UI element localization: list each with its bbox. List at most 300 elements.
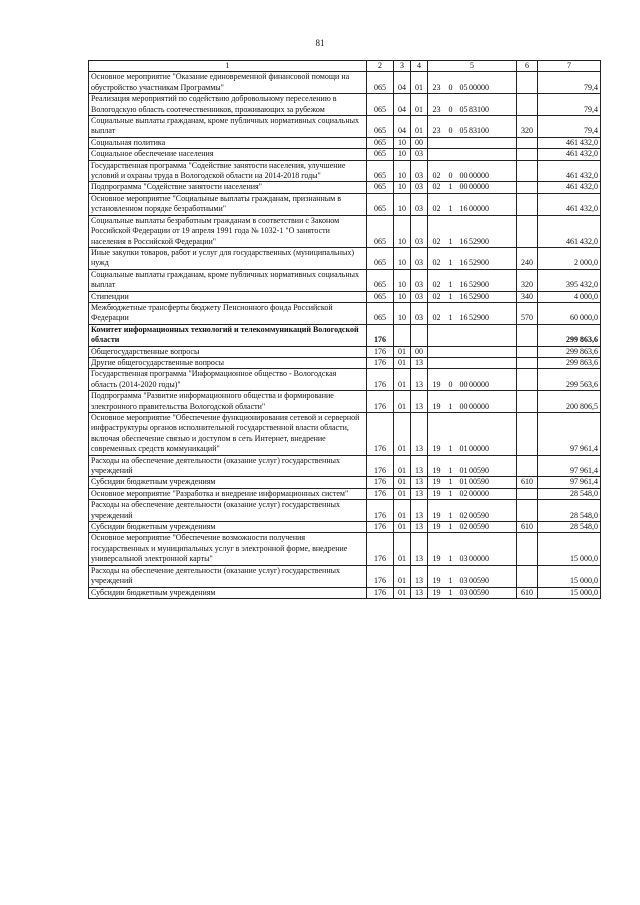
row-vr bbox=[517, 160, 538, 182]
table-row bbox=[89, 533, 601, 565]
row-csr-part: 52900 bbox=[469, 236, 489, 246]
row-csr bbox=[428, 357, 517, 368]
row-csr-part: 00000 bbox=[469, 379, 489, 389]
row-amount: 461 432,0 bbox=[538, 182, 601, 193]
row-amount: 299 863,6 bbox=[538, 357, 601, 368]
row-csr-part: 02 bbox=[432, 182, 441, 192]
row-ved: 065 bbox=[367, 94, 394, 116]
table-row bbox=[89, 413, 601, 456]
row-vr bbox=[517, 72, 538, 94]
row-csr bbox=[428, 182, 517, 193]
row-rz: 01 bbox=[394, 587, 411, 598]
row-vr bbox=[517, 533, 538, 565]
row-csr-part: 00000 bbox=[469, 182, 489, 192]
row-name: Основное мероприятие "Социальные выплаты гражданам, признанным в установленном порядке безработными" bbox=[89, 193, 367, 215]
row-ved: 065 bbox=[367, 72, 394, 94]
row-csr-part: 1 bbox=[448, 444, 453, 454]
row-ved: 176 bbox=[367, 533, 394, 565]
row-pr: 13 bbox=[411, 413, 428, 456]
table-row bbox=[89, 357, 601, 368]
row-name: Социальные выплаты безработным гражданам в соответствии с Законом Российской Федерации от 19 апреля 1991 года № 1032-1 "О занятости населения в Российской Федерации" bbox=[89, 215, 367, 247]
header-col-3: 3 bbox=[394, 61, 411, 72]
row-rz: 01 bbox=[394, 346, 411, 357]
row-csr-part: 00590 bbox=[469, 522, 489, 532]
row-vr: 610 bbox=[517, 522, 538, 533]
row-rz bbox=[394, 324, 411, 346]
header-col-4: 4 bbox=[411, 61, 428, 72]
row-csr bbox=[428, 269, 517, 291]
row-csr bbox=[428, 533, 517, 565]
row-amount: 79,4 bbox=[538, 116, 601, 138]
row-csr-part: 1 bbox=[448, 291, 453, 301]
row-csr-part: 00590 bbox=[469, 510, 489, 520]
row-csr-part: 02 bbox=[432, 280, 441, 290]
row-csr-part: 0 bbox=[448, 82, 453, 92]
row-csr-part: 1 bbox=[448, 576, 453, 586]
row-csr-part: 00000 bbox=[469, 82, 489, 92]
row-csr bbox=[428, 500, 517, 522]
row-rz: 04 bbox=[394, 94, 411, 116]
row-csr-part: 16 bbox=[459, 291, 468, 301]
row-amount: 299 863,6 bbox=[538, 324, 601, 346]
row-vr bbox=[517, 94, 538, 116]
row-pr: 13 bbox=[411, 587, 428, 598]
row-vr: 240 bbox=[517, 247, 538, 269]
budget-table bbox=[88, 60, 601, 599]
row-vr bbox=[517, 357, 538, 368]
row-csr-part: 1 bbox=[448, 313, 453, 323]
row-amount: 28 548,0 bbox=[538, 500, 601, 522]
row-csr-part: 16 bbox=[459, 313, 468, 323]
header-col-6: 6 bbox=[517, 61, 538, 72]
row-csr bbox=[428, 346, 517, 357]
row-name: Другие общегосударственные вопросы bbox=[89, 357, 367, 368]
row-csr-part: 83100 bbox=[469, 126, 489, 136]
row-vr bbox=[517, 500, 538, 522]
row-pr: 03 bbox=[411, 182, 428, 193]
row-rz: 01 bbox=[394, 357, 411, 368]
row-amount: 461 432,0 bbox=[538, 160, 601, 182]
row-csr-part: 83100 bbox=[469, 104, 489, 114]
row-amount: 97 961,4 bbox=[538, 455, 601, 477]
row-pr: 03 bbox=[411, 149, 428, 160]
row-csr-part: 02 bbox=[459, 488, 468, 498]
row-amount: 28 548,0 bbox=[538, 522, 601, 533]
row-pr: 13 bbox=[411, 391, 428, 413]
row-csr bbox=[428, 522, 517, 533]
row-csr-part: 1 bbox=[448, 510, 453, 520]
row-amount: 200 806,5 bbox=[538, 391, 601, 413]
row-vr: 610 bbox=[517, 477, 538, 488]
row-name: Стипендии bbox=[89, 291, 367, 302]
row-csr-part: 00590 bbox=[469, 466, 489, 476]
row-amount: 60 000,0 bbox=[538, 302, 601, 324]
header-col-1: 1 bbox=[89, 61, 367, 72]
row-ved: 176 bbox=[367, 587, 394, 598]
row-vr bbox=[517, 565, 538, 587]
row-vr bbox=[517, 193, 538, 215]
row-csr-part: 52900 bbox=[469, 280, 489, 290]
header-col-5: 5 bbox=[428, 61, 517, 72]
table-row bbox=[89, 488, 601, 499]
row-csr-part: 1 bbox=[448, 587, 453, 597]
row-pr: 03 bbox=[411, 291, 428, 302]
row-ved: 176 bbox=[367, 500, 394, 522]
row-rz: 10 bbox=[394, 215, 411, 247]
row-rz: 04 bbox=[394, 72, 411, 94]
row-name: Основное мероприятие "Разработка и внедрение информационных систем" bbox=[89, 488, 367, 499]
row-ved: 065 bbox=[367, 137, 394, 148]
row-ved: 065 bbox=[367, 269, 394, 291]
row-rz: 01 bbox=[394, 488, 411, 499]
row-csr-part: 1 bbox=[448, 258, 453, 268]
row-csr-part: 23 bbox=[432, 82, 441, 92]
row-csr-part: 00000 bbox=[469, 444, 489, 454]
row-vr bbox=[517, 182, 538, 193]
row-csr-part: 00 bbox=[459, 182, 468, 192]
table-row bbox=[89, 324, 601, 346]
row-name: Субсидии бюджетным учреждениям bbox=[89, 522, 367, 533]
row-pr: 03 bbox=[411, 160, 428, 182]
row-vr: 340 bbox=[517, 291, 538, 302]
table-row bbox=[89, 269, 601, 291]
row-rz: 01 bbox=[394, 477, 411, 488]
table-header-row bbox=[89, 61, 601, 72]
row-pr: 13 bbox=[411, 500, 428, 522]
row-csr-part: 23 bbox=[432, 126, 441, 136]
row-csr-part: 00 bbox=[459, 171, 468, 181]
table-row bbox=[89, 182, 601, 193]
row-rz: 01 bbox=[394, 413, 411, 456]
table-row bbox=[89, 215, 601, 247]
table-row bbox=[89, 291, 601, 302]
row-vr bbox=[517, 324, 538, 346]
row-name: Иные закупки товаров, работ и услуг для государственных (муниципальных) нужд bbox=[89, 247, 367, 269]
row-rz: 01 bbox=[394, 455, 411, 477]
row-csr-part: 0 bbox=[448, 379, 453, 389]
row-vr bbox=[517, 137, 538, 148]
row-csr bbox=[428, 215, 517, 247]
row-csr bbox=[428, 291, 517, 302]
row-ved: 065 bbox=[367, 247, 394, 269]
row-rz: 10 bbox=[394, 291, 411, 302]
row-ved: 065 bbox=[367, 116, 394, 138]
row-amount: 461 432,0 bbox=[538, 193, 601, 215]
row-csr bbox=[428, 455, 517, 477]
table-row bbox=[89, 137, 601, 148]
row-csr-part: 05 bbox=[459, 104, 468, 114]
row-ved: 176 bbox=[367, 369, 394, 391]
row-amount: 461 432,0 bbox=[538, 149, 601, 160]
row-csr bbox=[428, 94, 517, 116]
row-rz: 04 bbox=[394, 116, 411, 138]
row-ved: 065 bbox=[367, 193, 394, 215]
row-csr bbox=[428, 587, 517, 598]
table-row bbox=[89, 346, 601, 357]
header-col-7: 7 bbox=[538, 61, 601, 72]
row-name: Основное мероприятие "Обеспечение функционирования сетевой и серверной инфраструктуры органов исполнительной государственной власти области, включая обеспечение связью и доступом в сеть Интернет, внедрение современных средств коммуникаций" bbox=[89, 413, 367, 456]
row-csr-part: 00590 bbox=[469, 477, 489, 487]
page-number: 81 bbox=[315, 38, 325, 48]
row-csr bbox=[428, 369, 517, 391]
row-csr-part: 00000 bbox=[469, 488, 489, 498]
row-rz: 01 bbox=[394, 369, 411, 391]
row-csr-part: 16 bbox=[459, 280, 468, 290]
row-csr-part: 1 bbox=[448, 554, 453, 564]
row-ved: 065 bbox=[367, 291, 394, 302]
row-csr-part: 02 bbox=[432, 204, 441, 214]
row-vr bbox=[517, 346, 538, 357]
row-csr bbox=[428, 302, 517, 324]
row-csr-part: 1 bbox=[448, 401, 453, 411]
row-csr-part: 19 bbox=[432, 554, 441, 564]
row-csr-part: 05 bbox=[459, 82, 468, 92]
row-pr: 01 bbox=[411, 94, 428, 116]
row-csr-part: 1 bbox=[448, 236, 453, 246]
row-amount: 97 961,4 bbox=[538, 413, 601, 456]
row-rz: 01 bbox=[394, 565, 411, 587]
row-csr bbox=[428, 116, 517, 138]
row-csr-part: 1 bbox=[448, 280, 453, 290]
row-csr-part: 00590 bbox=[469, 587, 489, 597]
table-row bbox=[89, 94, 601, 116]
row-csr-part: 02 bbox=[432, 291, 441, 301]
table-row bbox=[89, 247, 601, 269]
row-rz: 01 bbox=[394, 391, 411, 413]
row-vr bbox=[517, 391, 538, 413]
row-name: Межбюджетные трансферты бюджету Пенсионного фонда Российской Федерации bbox=[89, 302, 367, 324]
row-vr: 320 bbox=[517, 116, 538, 138]
row-csr-part: 16 bbox=[459, 204, 468, 214]
row-name: Основное мероприятие "Обеспечение возможности получения государственных и муниципальных услуг в электронной форме, внедрение универсальной электронной карты" bbox=[89, 533, 367, 565]
row-name: Реализация мероприятий по содействию добровольному переселению в Вологодскую область соотечественников, проживающих за рубежом bbox=[89, 94, 367, 116]
row-name: Социальные выплаты гражданам, кроме публичных нормативных социальных выплат bbox=[89, 269, 367, 291]
table-body bbox=[89, 72, 601, 599]
row-amount: 97 961,4 bbox=[538, 477, 601, 488]
row-ved: 065 bbox=[367, 215, 394, 247]
row-rz: 10 bbox=[394, 247, 411, 269]
row-name: Подпрограмма "Содействие занятости населения" bbox=[89, 182, 367, 193]
row-amount: 461 432,0 bbox=[538, 137, 601, 148]
row-pr: 13 bbox=[411, 477, 428, 488]
row-csr bbox=[428, 477, 517, 488]
table-row bbox=[89, 116, 601, 138]
table-row bbox=[89, 302, 601, 324]
table-row bbox=[89, 193, 601, 215]
row-csr-part: 00590 bbox=[469, 576, 489, 586]
row-rz: 10 bbox=[394, 137, 411, 148]
row-csr-part: 1 bbox=[448, 204, 453, 214]
table-row bbox=[89, 477, 601, 488]
row-csr-part: 02 bbox=[432, 313, 441, 323]
row-amount: 15 000,0 bbox=[538, 533, 601, 565]
row-rz: 01 bbox=[394, 533, 411, 565]
table-row bbox=[89, 391, 601, 413]
row-rz: 01 bbox=[394, 500, 411, 522]
row-csr-part: 19 bbox=[432, 587, 441, 597]
row-csr-part: 03 bbox=[459, 554, 468, 564]
row-csr-part: 1 bbox=[448, 477, 453, 487]
row-vr: 570 bbox=[517, 302, 538, 324]
row-pr: 03 bbox=[411, 193, 428, 215]
row-csr bbox=[428, 137, 517, 148]
row-csr-part: 19 bbox=[432, 466, 441, 476]
row-rz: 10 bbox=[394, 160, 411, 182]
row-pr: 13 bbox=[411, 565, 428, 587]
row-csr bbox=[428, 324, 517, 346]
row-vr: 610 bbox=[517, 587, 538, 598]
row-ved: 065 bbox=[367, 182, 394, 193]
row-csr bbox=[428, 72, 517, 94]
row-vr bbox=[517, 369, 538, 391]
row-ved: 176 bbox=[367, 357, 394, 368]
row-csr-part: 01 bbox=[459, 444, 468, 454]
row-amount: 15 000,0 bbox=[538, 565, 601, 587]
row-csr-part: 00000 bbox=[469, 401, 489, 411]
row-csr-part: 02 bbox=[432, 236, 441, 246]
row-ved: 065 bbox=[367, 160, 394, 182]
row-csr-part: 52900 bbox=[469, 291, 489, 301]
row-pr bbox=[411, 324, 428, 346]
row-rz: 10 bbox=[394, 182, 411, 193]
row-ved: 176 bbox=[367, 324, 394, 346]
row-ved: 176 bbox=[367, 346, 394, 357]
row-rz: 10 bbox=[394, 302, 411, 324]
row-csr-part: 23 bbox=[432, 104, 441, 114]
row-name: Подпрограмма "Развитие информационного общества и формирование электронного правительства Вологодской области" bbox=[89, 391, 367, 413]
row-name: Комитет информационных технологий и телекоммуникаций Вологодской области bbox=[89, 324, 367, 346]
row-csr-part: 16 bbox=[459, 258, 468, 268]
row-amount: 299 863,6 bbox=[538, 346, 601, 357]
row-vr bbox=[517, 413, 538, 456]
table-row bbox=[89, 587, 601, 598]
row-vr bbox=[517, 488, 538, 499]
row-ved: 176 bbox=[367, 488, 394, 499]
row-csr-part: 02 bbox=[459, 522, 468, 532]
row-csr-part: 0 bbox=[448, 171, 453, 181]
row-csr bbox=[428, 193, 517, 215]
row-csr bbox=[428, 160, 517, 182]
table-row bbox=[89, 522, 601, 533]
row-vr bbox=[517, 455, 538, 477]
row-name: Социальные выплаты гражданам, кроме публичных нормативных социальных выплат bbox=[89, 116, 367, 138]
header-col-2: 2 bbox=[367, 61, 394, 72]
row-amount: 2 000,0 bbox=[538, 247, 601, 269]
row-csr-part: 0 bbox=[448, 104, 453, 114]
row-csr bbox=[428, 247, 517, 269]
row-amount: 299 563,6 bbox=[538, 369, 601, 391]
row-name: Государственная программа "Информационное общество - Вологодская область (2014-2020 годы)" bbox=[89, 369, 367, 391]
row-csr-part: 52900 bbox=[469, 313, 489, 323]
row-csr-part: 05 bbox=[459, 126, 468, 136]
table-row bbox=[89, 369, 601, 391]
row-csr bbox=[428, 149, 517, 160]
row-csr-part: 00000 bbox=[469, 171, 489, 181]
row-pr: 00 bbox=[411, 346, 428, 357]
row-amount: 28 548,0 bbox=[538, 488, 601, 499]
row-amount: 395 432,0 bbox=[538, 269, 601, 291]
table-row bbox=[89, 149, 601, 160]
row-csr bbox=[428, 391, 517, 413]
row-pr: 03 bbox=[411, 302, 428, 324]
row-csr-part: 19 bbox=[432, 576, 441, 586]
row-rz: 10 bbox=[394, 149, 411, 160]
row-pr: 13 bbox=[411, 369, 428, 391]
row-pr: 13 bbox=[411, 533, 428, 565]
row-vr bbox=[517, 215, 538, 247]
row-ved: 065 bbox=[367, 149, 394, 160]
row-pr: 03 bbox=[411, 247, 428, 269]
row-pr: 13 bbox=[411, 522, 428, 533]
row-csr-part: 1 bbox=[448, 488, 453, 498]
row-csr-part: 19 bbox=[432, 401, 441, 411]
row-pr: 13 bbox=[411, 488, 428, 499]
row-csr-part: 00000 bbox=[469, 554, 489, 564]
row-csr-part: 19 bbox=[432, 522, 441, 532]
row-csr-part: 02 bbox=[432, 171, 441, 181]
row-rz: 10 bbox=[394, 269, 411, 291]
row-csr bbox=[428, 488, 517, 499]
row-csr-part: 02 bbox=[432, 258, 441, 268]
row-ved: 176 bbox=[367, 413, 394, 456]
row-amount: 15 000,0 bbox=[538, 587, 601, 598]
row-pr: 03 bbox=[411, 215, 428, 247]
row-amount: 461 432,0 bbox=[538, 215, 601, 247]
row-pr: 03 bbox=[411, 269, 428, 291]
row-csr-part: 02 bbox=[459, 510, 468, 520]
row-csr-part: 19 bbox=[432, 444, 441, 454]
row-name: Субсидии бюджетным учреждениям bbox=[89, 477, 367, 488]
table-row bbox=[89, 565, 601, 587]
row-name: Государственная программа "Содействие занятости населения, улучшение условий и охраны труда в Вологодской области на 2014-2018 годы" bbox=[89, 160, 367, 182]
row-name: Основное мероприятие "Оказание единовременной финансовой помощи на обустройство участникам Программы" bbox=[89, 72, 367, 94]
row-pr: 01 bbox=[411, 116, 428, 138]
row-rz: 01 bbox=[394, 522, 411, 533]
row-csr-part: 01 bbox=[459, 477, 468, 487]
row-csr-part: 1 bbox=[448, 522, 453, 532]
row-name: Общегосударственные вопросы bbox=[89, 346, 367, 357]
row-pr: 13 bbox=[411, 357, 428, 368]
row-csr-part: 01 bbox=[459, 466, 468, 476]
row-amount: 4 000,0 bbox=[538, 291, 601, 302]
row-csr-part: 1 bbox=[448, 466, 453, 476]
row-csr-part: 00000 bbox=[469, 204, 489, 214]
row-csr-part: 0 bbox=[448, 126, 453, 136]
row-pr: 01 bbox=[411, 72, 428, 94]
row-pr: 00 bbox=[411, 137, 428, 148]
row-name: Расходы на обеспечение деятельности (оказание услуг) государственных учреждений bbox=[89, 455, 367, 477]
table-row bbox=[89, 160, 601, 182]
row-ved: 176 bbox=[367, 565, 394, 587]
row-ved: 176 bbox=[367, 391, 394, 413]
row-csr-part: 00 bbox=[459, 379, 468, 389]
row-csr-part: 19 bbox=[432, 510, 441, 520]
row-csr-part: 19 bbox=[432, 488, 441, 498]
row-ved: 176 bbox=[367, 522, 394, 533]
row-csr-part: 00 bbox=[459, 401, 468, 411]
row-csr bbox=[428, 565, 517, 587]
row-vr: 320 bbox=[517, 269, 538, 291]
row-amount: 79,4 bbox=[538, 94, 601, 116]
row-amount: 79,4 bbox=[538, 72, 601, 94]
row-name: Социальная политика bbox=[89, 137, 367, 148]
row-name: Субсидии бюджетным учреждениям bbox=[89, 587, 367, 598]
table-row bbox=[89, 500, 601, 522]
row-csr-part: 03 bbox=[459, 587, 468, 597]
row-csr bbox=[428, 413, 517, 456]
row-name: Расходы на обеспечение деятельности (оказание услуг) государственных учреждений bbox=[89, 500, 367, 522]
row-name: Социальное обеспечение населения bbox=[89, 149, 367, 160]
